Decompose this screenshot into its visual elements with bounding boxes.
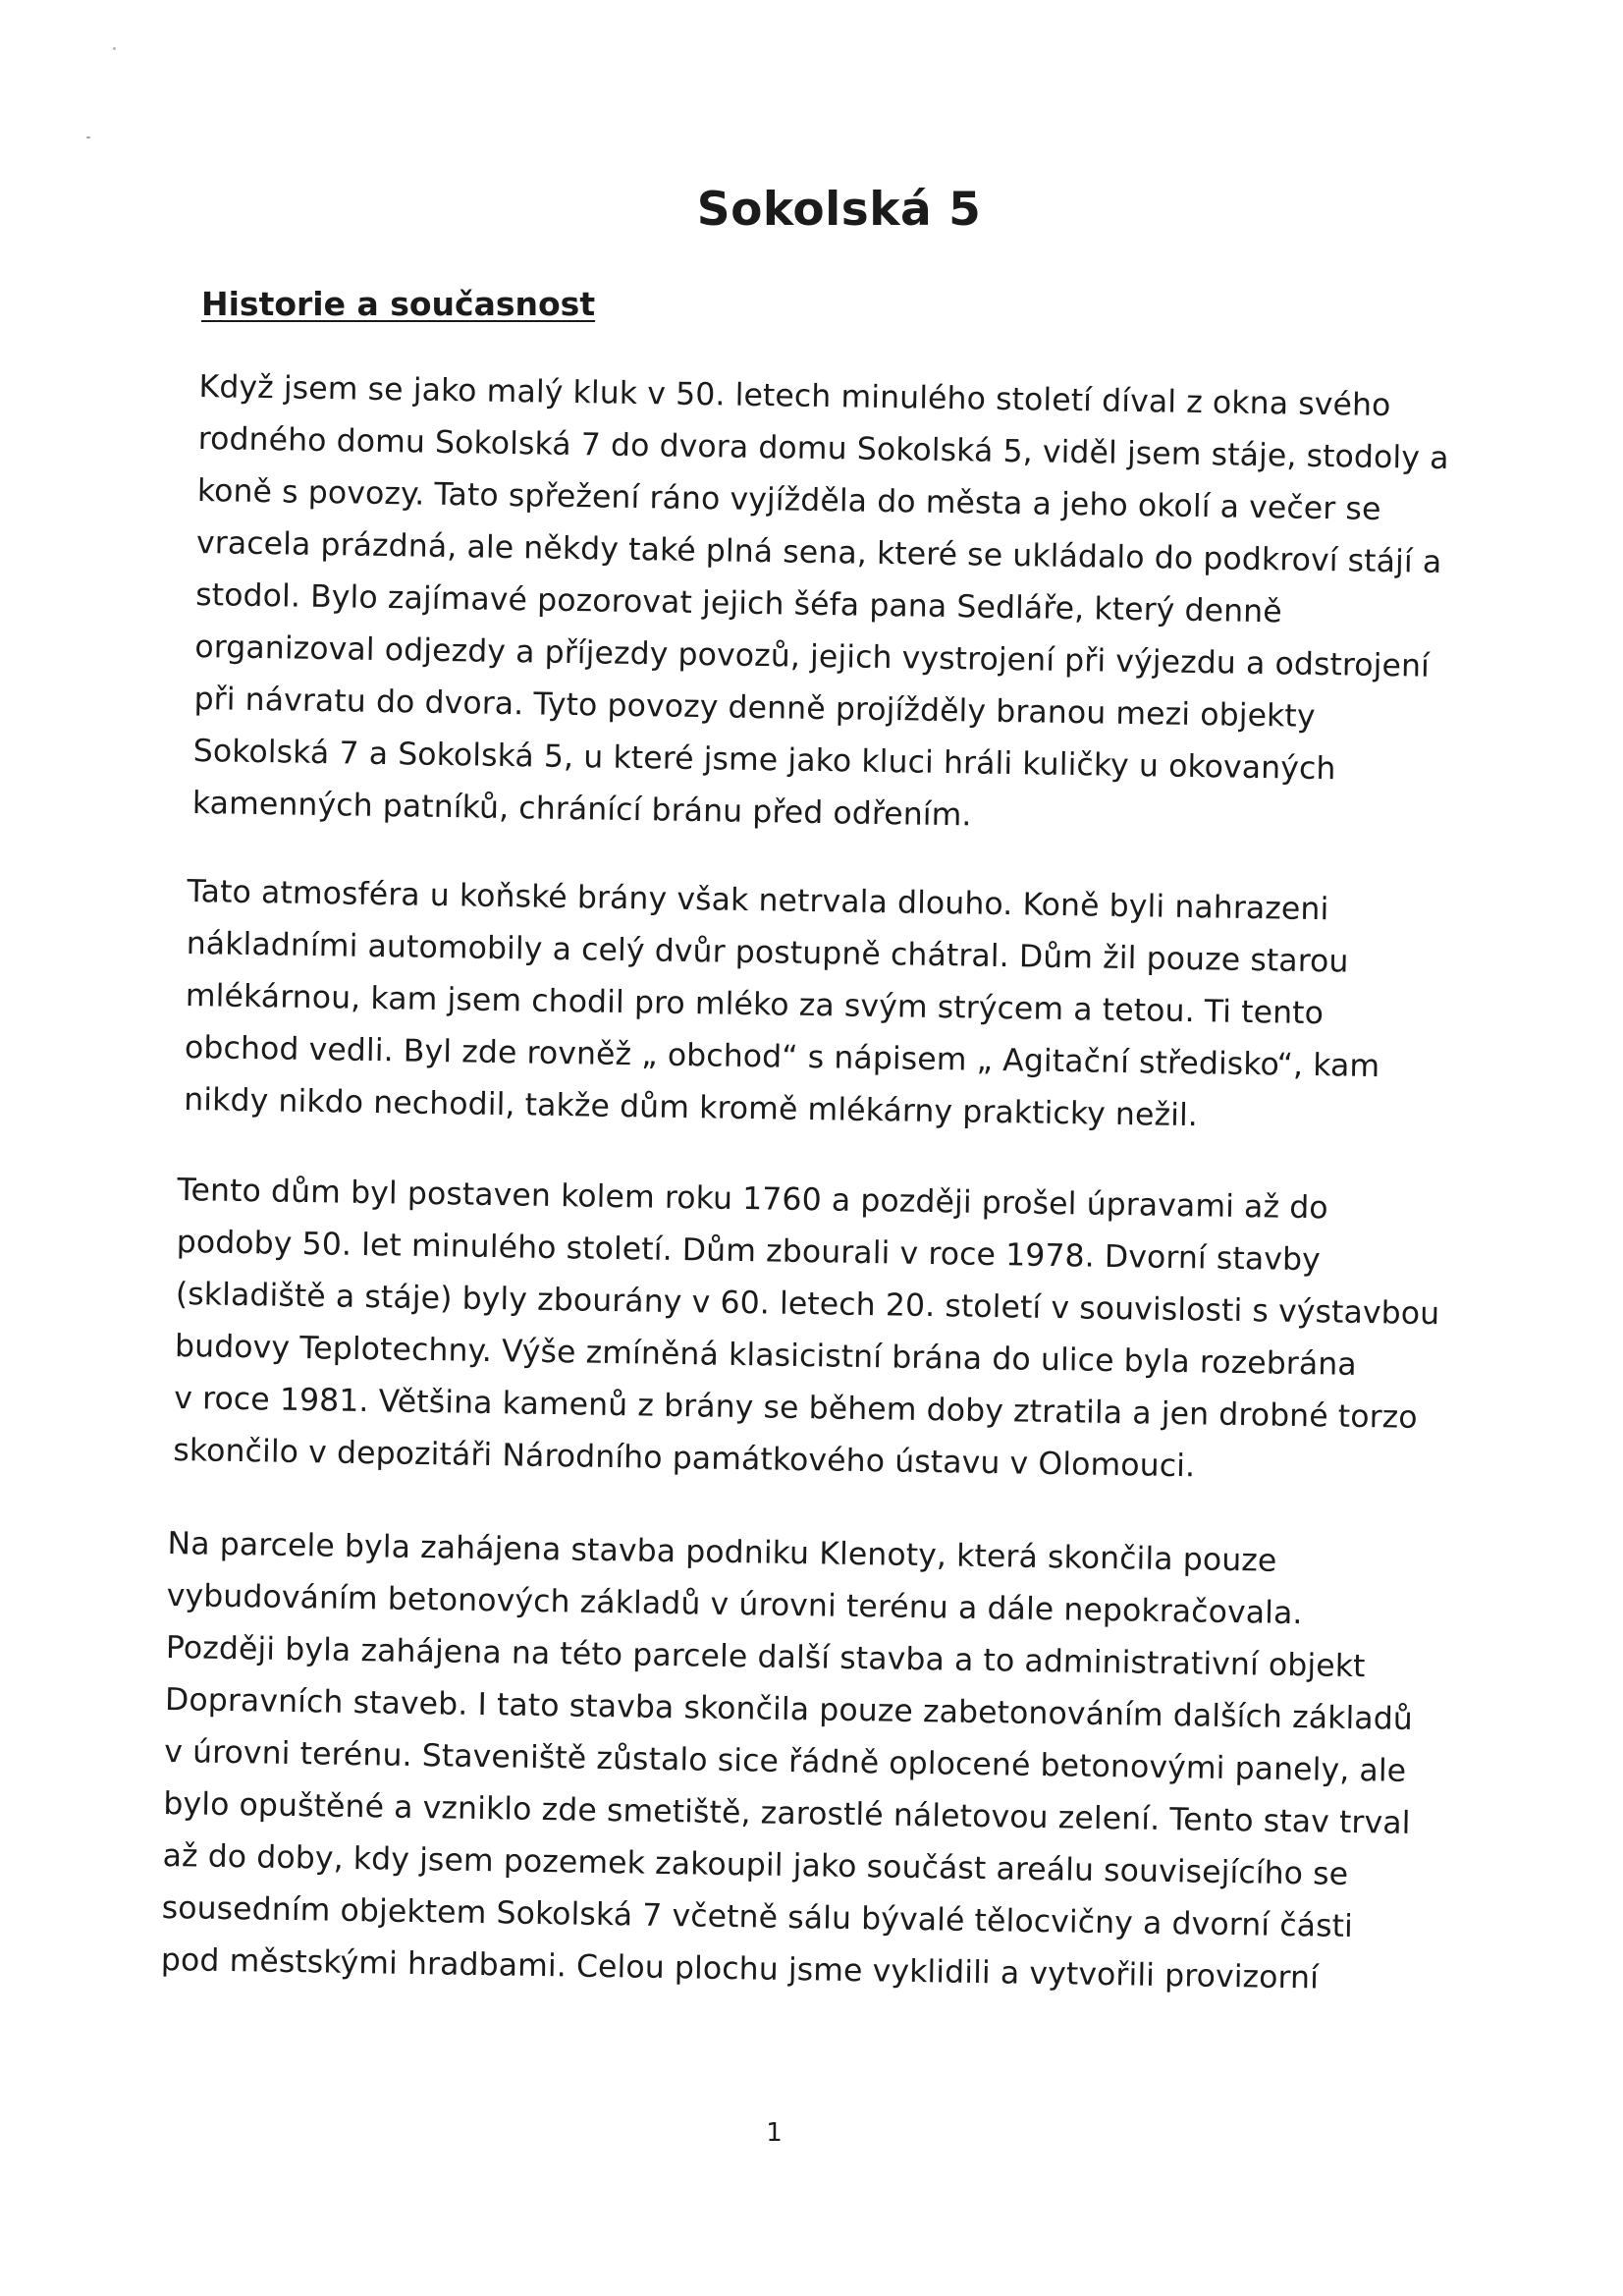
paragraph-4: Na parcele byla zahájena stavba podniku Klenoty, která skončila pouze vybudováním betonových základů v úrovni terénu a dále nepokračovala. Později byla zahájena na této parcele další stavba a to administrativní objekt Dopravních staveb. I tato stavba skončila pouze zabetonováním dalších základů v úrovni terénu. Staveniště zůstalo sice řádně oplocené betonovými panely, ale bylo opuštěné a vzniklo zde smetiště, zarostlé náletovou zelení. Tento stav trval až do doby, kdy jsem pozemek zakoupil jako součást areálu souvisejícího se sousedním objektem Sokolská 7 včetně sálu bývalé tělocvičny a dvorní části pod městskými hradbami. Celou plochu jsme vyklidili a vytvořili provizorní (160, 1525, 1414, 1996)
page-number: 1 (766, 2118, 783, 2148)
scan-speck (86, 137, 90, 138)
paragraph-2: Tato atmosféra u koňské brány však netrvala dlouho. Koně byli nahrazeni nákladními automobily a celý dvůr postupně chátral. Dům žil pouze starou mlékárnou, kam jsem chodil pro mléko za svým strýcem a tetou. Ti tento obchod vedli. Byl zde rovněž „ obchod“ s nápisem „ Agitační středisko“, kam nikdy nikdo nechodil, takže dům kromě mlékárny prakticky nežil. (183, 873, 1380, 1134)
section-heading: Historie a současnost (201, 285, 596, 323)
page-title: Sokolská 5 (696, 183, 982, 237)
scan-speck (113, 47, 116, 50)
paragraph-3: Tento dům byl postaven kolem roku 1760 a později prošel úpravami až do podoby 50. let minulého století. Dům zbourali v roce 1978. Dvorní stavby (skladiště a stáje) byly zbourány v 60. letech 20. století v souvislosti s výstavbou budovy Teplotechny. Výše zmíněná klasicistní brána do ulice byla rozebrána v roce 1981. Většina kamenů z brány se během doby ztratila a jen drobné torzo skončilo v depozitáři Národního památkového ústavu v Olomouci. (173, 1172, 1440, 1485)
paragraph-1: Když jsem se jako malý kluk v 50. letech minulého století díval z okna svého rodného domu Sokolská 7 do dvora domu Sokolská 5, viděl jsem stáje, stodoly a koně s povozy. Tato spřežení ráno vyjížděla do města a jeho okolí a večer se vracela prázdná, ale někdy také plná sena, které se ukládalo do podkroví stájí a stodol. Bylo zajímavé pozorovat jejich šéfa pana Sedláře, který denně organizoval odjezdy a příjezdy povozů, jejich vystrojení při výjezdu a odstrojení při návratu do dvora. Tyto povozy denně projížděly branou mezi objekty Sokolská 7 a Sokolská 5, u které jsme jako kluci hráli kuličky u okovaných kamenných patníků, chránící bránu před odřením. (191, 368, 1449, 834)
